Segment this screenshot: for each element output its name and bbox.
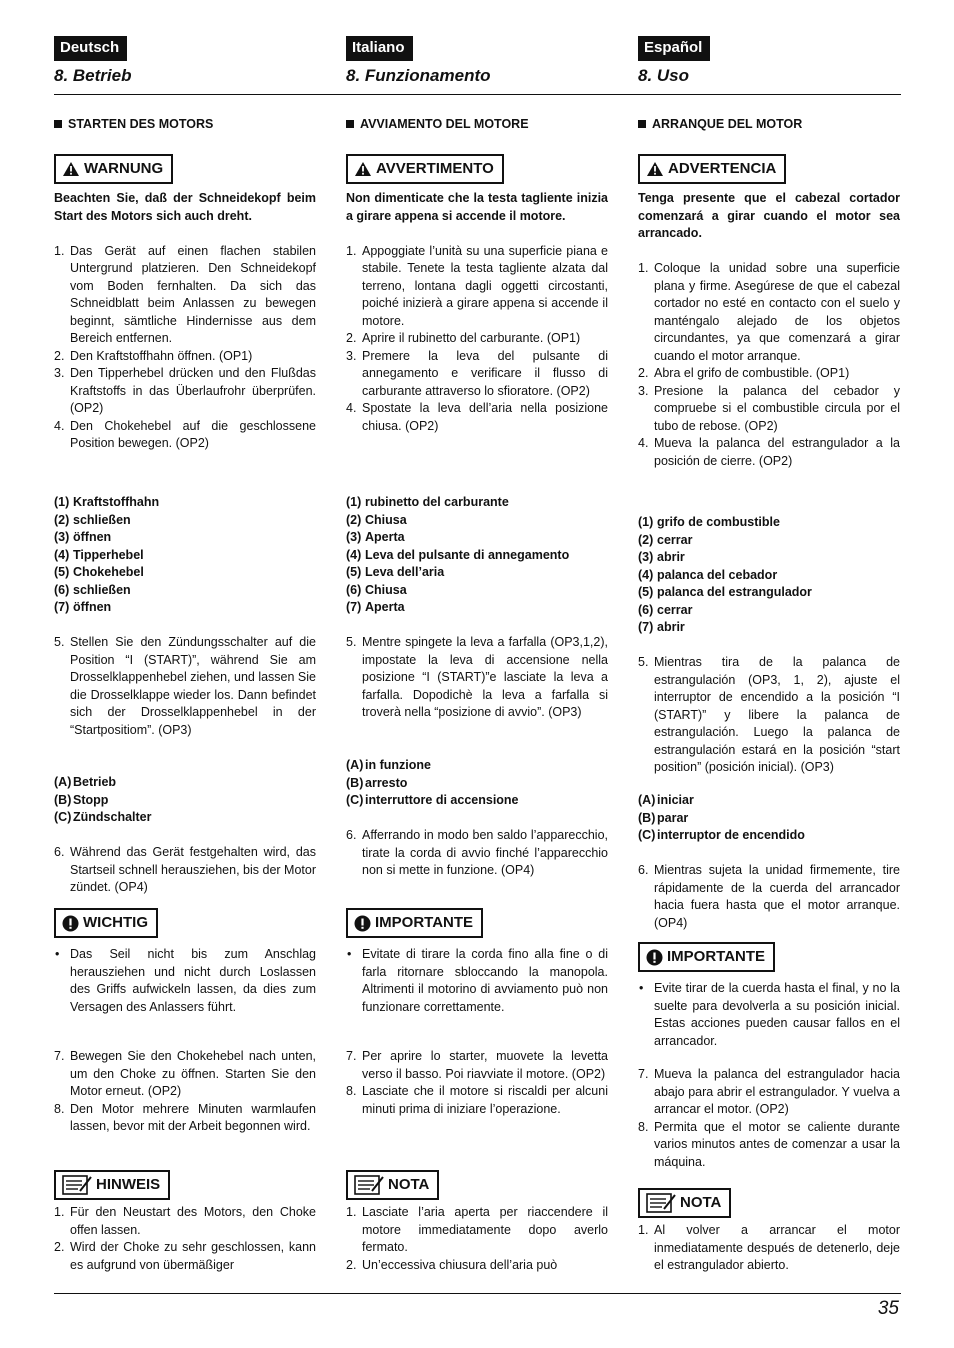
section-heading: STARTEN DES MOTORS [54, 117, 316, 131]
steps-list-b [346, 1048, 608, 1118]
legend-item: (3) Aperta [346, 530, 405, 544]
step-item: 4. Den Chokehebel auf die geschlossene Position bewegen. (OP2) [54, 418, 316, 450]
step5-block [54, 634, 316, 739]
step-item: 7. Per aprire lo starter, muovete la levetta verso il basso. Poi riavviate il motore. (OP2) [346, 1049, 608, 1081]
exclamation-circle-icon [646, 949, 663, 966]
legend-item: (7) öffnen [54, 600, 112, 614]
language-tab: Italiano [346, 36, 413, 61]
exclamation-circle-icon [62, 915, 79, 932]
steps-b-block [638, 1066, 900, 1171]
legend-item: (A) in funzione [346, 758, 431, 772]
legend-item: (B) arresto [346, 775, 408, 790]
important-list [346, 946, 608, 1016]
legend-item: (1) grifo de combustible [638, 515, 780, 529]
legend-item: (7) Aperta [346, 600, 405, 614]
step-item: 8. Permita que el motor se caliente durante varios minutos antes de comenzar a usar la máquina. [638, 1119, 900, 1169]
step6-block [54, 844, 316, 897]
legend-item: (6) cerrar [638, 602, 693, 617]
legend-list-b [638, 792, 900, 845]
step-item: 8. Den Motor mehrere Minuten warmlaufen lassen, bevor mit der Arbeit begonnen wird. [54, 1101, 316, 1133]
legend-list-b [346, 757, 608, 810]
step-item: 1. Coloque la unidad sobre una superficie plana y firme. Asegúrese de que el cabezal cortador no esté en contacto con el suelo y manténgalo alejado de los objetos circundantes, ya que comenzará a girar cuando el motor arranque. [638, 261, 900, 363]
step-item: 2. Wird der Choke zu sehr geschlossen, kann es aufgrund von übermäßiger [54, 1240, 316, 1272]
legend-item: (1) Kraftstoffhahn [54, 495, 160, 509]
legend-block-b [346, 757, 608, 810]
step-item: 6. Afferrando in modo ben saldo l’apparecchio, tirate la corda di avvio finché l’apparecchio non si mette in funzione. (OP4) [346, 828, 608, 877]
step-item: 2. Abra el grifo de combustible. (OP1) [638, 366, 850, 380]
language-column [638, 36, 900, 131]
legend-item: (5) palanca del estrangulador [638, 585, 812, 599]
legend-item: (B) Stopp [54, 792, 109, 807]
chapter-title: 8. Funzionamento [346, 66, 491, 85]
important-box: IMPORTANTE [346, 908, 483, 938]
legend-item: (2) schließen [54, 512, 131, 527]
steps-list-a [346, 243, 608, 436]
section-heading: AVVIAMENTO DEL MOTORE [346, 117, 608, 131]
steps-b-block [54, 1048, 316, 1136]
step-6 [54, 844, 316, 897]
step-item: 6. Mientras sujeta la unidad firmemente, tire rápidamente de la cuerda del arrancador hacia fuera hasta que el motor arranque. (OP4) [638, 863, 900, 930]
warning-block [54, 154, 316, 453]
step-item: 3. Premere la leva del pulsante di annegamento e verificare il flusso di carburante attraverso lo sfioratore. (OP2) [346, 348, 608, 398]
warning-text: Tenga presente que el cabezal cortador comenzará a girar cuando el motor sea arrancado. [638, 191, 900, 240]
step-item: 4. Spostate la leva dell’aria nella posizione chiusa. (OP2) [346, 401, 608, 433]
warning-triangle-icon [62, 161, 80, 177]
note-block [346, 1170, 608, 1274]
legend-item: (4) palanca del cebador [638, 567, 778, 582]
step-item: 2. Den Kraftstoffhahn öffnen. (OP1) [54, 348, 253, 363]
step5-block [346, 634, 608, 722]
step-item: 3. Presione la palanca del cebador y compruebe si el combustible circula por el tubo de rebose. (OP2) [638, 383, 900, 433]
step-item: 5. Stellen Sie den Zündungsschalter auf die Position “I (START)”, während Sie am Drosselklappenhebel ziehen, und lassen Sie die Drosselklappe wieder los. Dann befindet sich der Drosselklappenhebel in der “Startpositiom”. (OP3) [54, 635, 316, 737]
warning-triangle-icon [646, 161, 664, 177]
step-5 [346, 634, 608, 722]
legend-item: (A) iniciar [638, 793, 694, 807]
legend-item: (C) interruptor de encendido [638, 828, 805, 842]
note-pad-icon [62, 1175, 92, 1195]
chapter-title: 8. Betrieb [54, 66, 132, 85]
legend-item: (A) Betrieb [54, 775, 117, 789]
square-bullet-icon [54, 120, 62, 128]
step-6 [346, 827, 608, 880]
step-item: 7. Mueva la palanca del estrangulador hacia abajo para abrir el estrangulador. Y vuelva a arrancar el motor. (OP2) [638, 1067, 900, 1116]
legend-list-a [346, 494, 608, 617]
legend-item: (C) Zündschalter [54, 810, 152, 824]
step-item: 2. Aprire il rubinetto del carburante. (OP1) [346, 331, 581, 345]
warning-text: Non dimenticate che la testa tagliente inizia a girare appena si accende il motore. [346, 191, 608, 223]
legend-item: (6) Chiusa [346, 582, 407, 597]
legend-item: (1) rubinetto del carburante [346, 495, 509, 509]
step-item: 4. Mueva la palanca del estrangulador a la posición de cierre. (OP2) [638, 436, 900, 468]
step-item: 2. Un’eccessiva chiusura dell’aria può [346, 1257, 558, 1272]
note-steps [638, 1222, 900, 1275]
language-tab: Deutsch [54, 36, 127, 61]
legend-block-a [638, 514, 900, 637]
square-bullet-icon [638, 120, 646, 128]
chapter-title: 8. Uso [638, 66, 690, 85]
legend-item: (4) Leva del pulsante di annegamento [346, 547, 570, 562]
note-block [638, 1188, 900, 1275]
legend-item: (C) interruttore di accensione [346, 793, 519, 807]
steps-list-a [54, 243, 316, 453]
warning-triangle-icon [354, 161, 372, 177]
legend-item: (5) Chokehebel [54, 565, 144, 579]
legend-item: (3) abrir [638, 550, 685, 564]
page-number: 35 [877, 1298, 899, 1319]
legend-item: (5) Leva dell’aria [346, 565, 445, 579]
steps-b-block [346, 1048, 608, 1118]
step-item: 1. Appoggiate l’unità su una superficie piana e stabile. Tenete la testa tagliente alzata dal terreno, lontana dagli oggetti circostanti, poiché inizierà a girare appena si accende il motore. [346, 243, 608, 328]
bullet-item: • Das Seil nicht bis zum Anschlag herausziehen und nicht durch Loslassen des Griffs aufwickeln lassen, da dies zum Versagen des Anlassers führt. [55, 947, 316, 1014]
language-column [54, 36, 316, 131]
legend-block-a [54, 494, 316, 617]
note-pad-icon [354, 1175, 384, 1195]
language-column [346, 36, 608, 131]
note-box: NOTA [346, 1170, 439, 1200]
legend-block-b [638, 792, 900, 845]
important-list [638, 980, 900, 1050]
steps-list-b [638, 1066, 900, 1171]
step5-block [638, 654, 900, 777]
warning-box: ADVERTENCIA [638, 154, 786, 184]
warning-box: AVVERTIMENTO [346, 154, 504, 184]
exclamation-circle-icon [354, 915, 371, 932]
warning-block [638, 154, 900, 470]
bullet-item: • Evite tirar de la cuerda hasta el final, y no la suelte para devolverla a su posición inicial. Estas acciones pueden causar fallos en el arrancador. [639, 981, 900, 1048]
legend-list-a [638, 514, 900, 637]
legend-block-b [54, 774, 316, 827]
step-item: 6. Während das Gerät festgehalten wird, das Startseil schnell herausziehen, bis der Motor zündet. (OP4) [54, 845, 316, 894]
section-heading: ARRANQUE DEL MOTOR [638, 117, 900, 131]
warning-box: WARNUNG [54, 154, 173, 184]
step-5 [638, 654, 900, 777]
important-block [54, 908, 316, 1016]
steps-list-b [54, 1048, 316, 1136]
bullet-item: • Evitate di tirare la corda fino alla fine o di farla ritornare sbloccando la manopola. Altrimenti il motorino di avviamento può non funzionare correttamente. [347, 947, 608, 1014]
step-6 [638, 862, 900, 932]
note-steps [54, 1204, 316, 1274]
step6-block [638, 862, 900, 932]
warning-text: Beachten Sie, daß der Schneidekopf beim Start des Motors sich auch dreht. [54, 191, 316, 223]
important-block [346, 908, 608, 1016]
legend-item: (2) cerrar [638, 532, 693, 547]
legend-item: (6) schließen [54, 582, 131, 597]
note-box: NOTA [638, 1188, 731, 1218]
important-block [638, 942, 900, 1050]
language-tab: Español [638, 36, 710, 61]
legend-item: (2) Chiusa [346, 512, 407, 527]
legend-item: (3) öffnen [54, 530, 112, 544]
note-pad-icon [646, 1193, 676, 1213]
important-box: IMPORTANTE [638, 942, 775, 972]
note-steps [346, 1204, 608, 1274]
step-item: 1. Das Gerät auf einen flachen stabilen Untergrund platzieren. Den Schneidekopf vom Boden fernhalten. Da sich das Schneidblatt beim Anlassen zu bewegen beginnt, sämtliche Hindernisse aus dem Bereich entfernen. [54, 243, 316, 345]
legend-item: (B) parar [638, 810, 689, 825]
step-item: 1. Für den Neustart des Motors, den Choke offen lassen. [54, 1205, 316, 1237]
important-box: WICHTIG [54, 908, 158, 938]
footer-rule [54, 1293, 901, 1294]
step-item: 7. Bewegen Sie den Chokehebel nach unten, um den Choke zu öffnen. Starten Sie den Motor erneut. (OP2) [54, 1049, 316, 1098]
step6-block [346, 827, 608, 880]
warning-block [346, 154, 608, 435]
legend-item: (4) Tipperhebel [54, 547, 144, 562]
legend-list-b [54, 774, 316, 827]
note-block [54, 1170, 316, 1274]
legend-item: (7) abrir [638, 620, 685, 634]
step-item: 1. Lasciate l’aria aperta per riaccendere il motore immediatamente dopo averlo fermato. [346, 1205, 608, 1254]
step-item: 3. Den Tipperhebel drücken und den Flußdas Kraftstoffs in das Überlaufrohr überprüfen. (OP2) [54, 366, 316, 415]
step-item: 8. Lasciate che il motore si riscaldi per alcuni minuti prima di iniziare l’operazione. [346, 1084, 608, 1116]
square-bullet-icon [346, 120, 354, 128]
step-item: 5. Mentre spingete la leva a farfalla (OP3,1,2), impostate la leva di accensione nella posizione “I (START)”e lasciate la leva a farfalla. Dopodichè la leva a farfalla si troverà nella “posizione di avvio”. (OP3) [346, 635, 608, 719]
step-5 [54, 634, 316, 739]
step-item: 5. Mientras tira de la palanca de estrangulación (OP3, 1, 2), ajuste el interruptor de encendido a la posición “I (START)” y libere la palanca de estrangulación. Luego la palanca de estrangulación estará en la posición “start position” (posición inicial). (OP3) [638, 655, 900, 774]
note-box: HINWEIS [54, 1170, 170, 1200]
legend-list-a [54, 494, 316, 617]
legend-block-a [346, 494, 608, 617]
step-item: 1. Al volver a arrancar el motor inmediatamente después de detenerlo, deje el estrangulador abierto. [638, 1223, 900, 1272]
steps-list-a [638, 260, 900, 470]
important-list [54, 946, 316, 1016]
